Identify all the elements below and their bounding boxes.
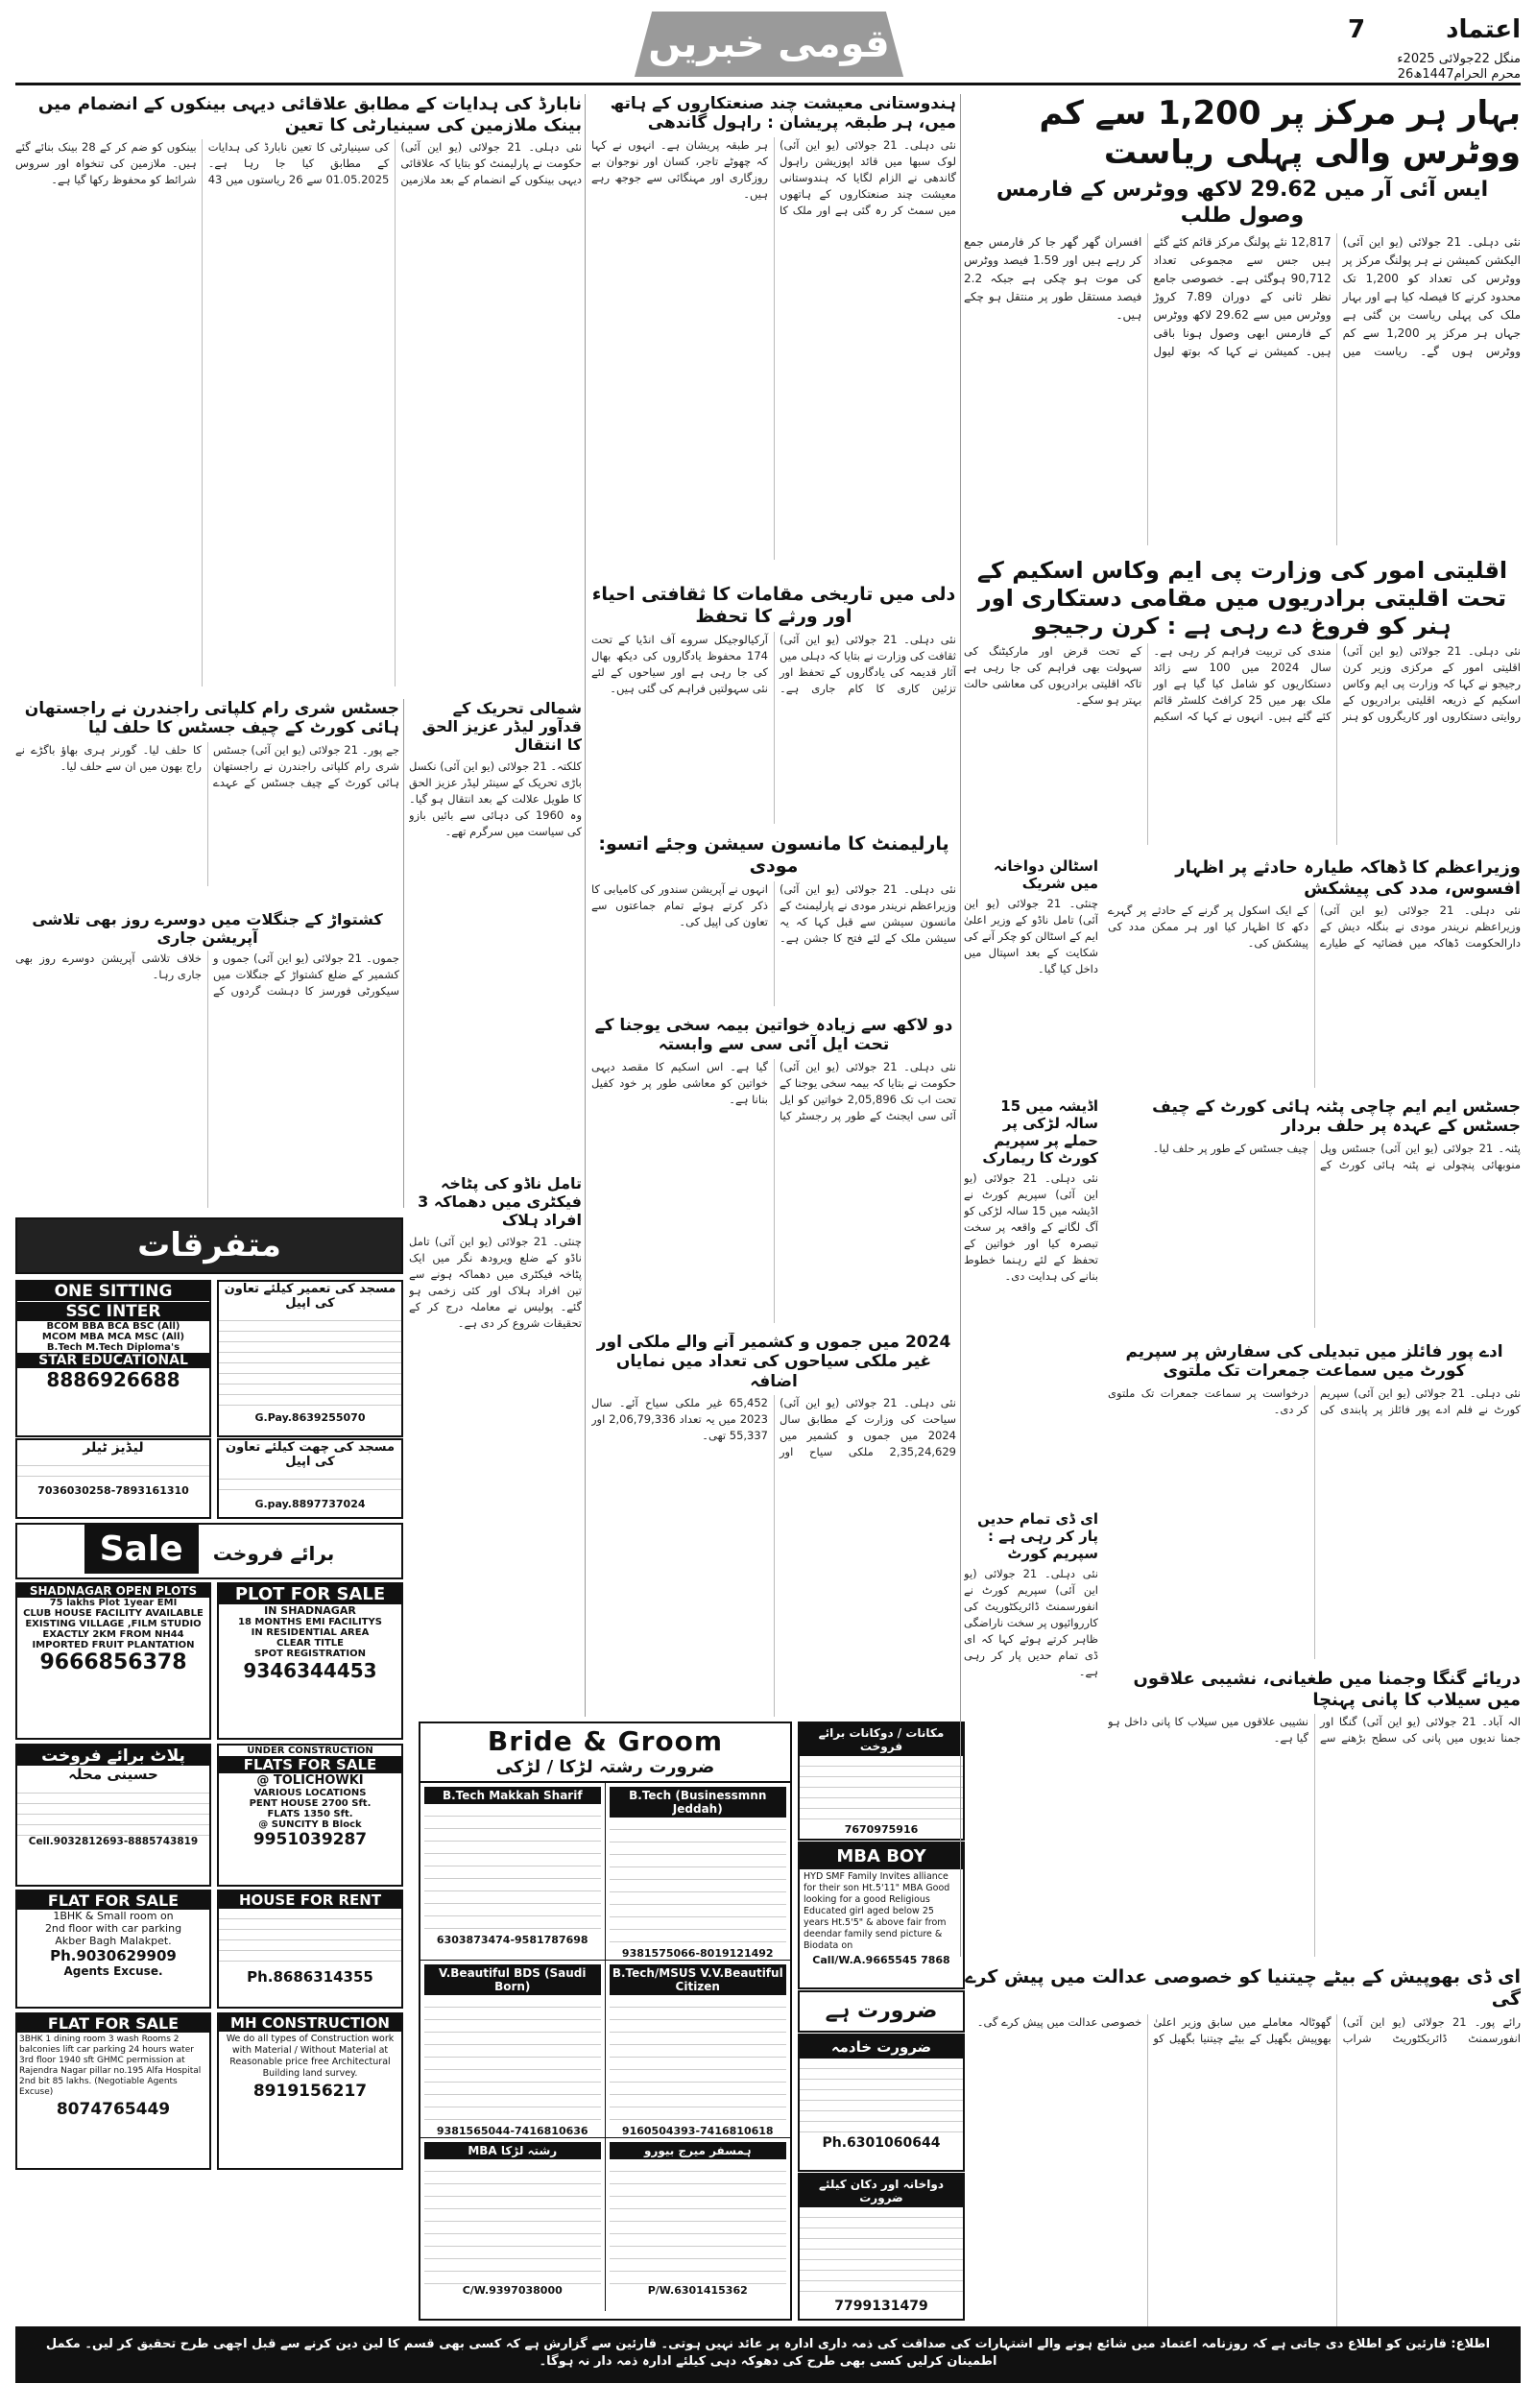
matri-ad-5: MBA رشتہ لڑکا C/W.9397038000 — [420, 2138, 606, 2311]
stalin-headline: اسٹالن دواخانہ میں شریک — [993, 857, 1098, 892]
economy-headline: ہندوستانی معیشت چند صنعتکاروں کے ہاتھ میں، ہر طبقہ پریشان : راہول گاندھی — [610, 94, 956, 133]
ganga-article — [1108, 1669, 1521, 1957]
dhaka-headline: وزیراعظم کا ڈھاکہ طیارہ حادثے پر اظہار افسوس، مدد کی پیشکش — [1175, 857, 1521, 899]
bride-title: Bride & Groom — [487, 1725, 724, 1757]
tourism-body: نئی دہلی۔ 21 جولائی (یو این آئی) سیاحت کی وزارت کے مطابق سال 2024 میں جموں و کشمیر میں 2,35,24,629 ملکی سیاح اور 65,452 غیر ملکی سیاح آئے۔ سال 2023 میں یہ تعداد 2,06,79,336 اور 55,337 تھی۔ — [591, 1396, 956, 1459]
nabard-headline: نابارڈ کی ہدایات کے مطابق علاقائی دیہی بینکوں کے انضمام میں بینک ملازمین کی سینیارٹی کا تعین — [37, 94, 582, 135]
udaipur-article — [1108, 1342, 1521, 1659]
mosque-appeal-2: مسجد کی چھت کیلئے تعاون کی اپیل G.pay.8897737024 — [217, 1438, 403, 1519]
rajasthan-article — [15, 699, 399, 901]
misc-header: متفرقات — [15, 1217, 403, 1274]
heritage-body: نئی دہلی۔ 21 جولائی (یو این آئی) ثقافت کی وزارت نے بتایا کہ دہلی میں آثار قدیمہ کی یادگاروں کے تحفظ اور تزئین کاری کا کام جاری ہے۔ آرکیالوجیکل سروے آف انڈیا کے تحت 174 محفوظ یادگاروں کی دیکھ بھال کی جا رہی ہے اور سیاحوں کے لئے نئی سہولتیں فراہم کی گئی ہیں۔ — [591, 632, 956, 695]
matri-ad-4: B.Tech/MSUS V.V.Beautiful Citizen 9160504393-7416810618 — [606, 1961, 791, 2138]
chaitanya-article — [964, 1966, 1521, 2336]
ladies-tailor-ad: لیڈیز ٹیلر 7036030258-7893161310 — [15, 1438, 211, 1519]
date-hijri: 26محرم الحرام1447ھ — [1397, 67, 1521, 82]
column-rule — [585, 94, 586, 1717]
newspaper-page — [15, 8, 1521, 2389]
date-gregorian: منگل 22جولائی 2025ء — [1397, 52, 1521, 66]
minority-article — [964, 557, 1521, 845]
property-sale-ad: مکانات / دوکانات برائے فروخت 7670975916 — [798, 1722, 965, 1841]
kishtwar-body: جموں۔ 21 جولائی (یو این آئی) جموں و کشمیر کے ضلع کشتواڑ کے جنگلات میں سیکورٹی فورسز کا دہشت گردوں کے خلاف تلاشی آپریشن دوسرے روز بھی جاری رہا۔ — [15, 951, 399, 999]
lead-body: نئی دہلی۔ 21 جولائی (یو این آئی) الیکشن کمیشن نے ہر پولنگ مرکز پر ووٹرس کی تعداد کو 1,200 تک محدود کرنے کا فیصلہ کیا ہے اور بہار ملک کی پہلی ریاست بن گئی ہے جہاں ہر مرکز پر 1,200 سے کم ووٹرس ہوں گے۔ ریاست میں 12,817 نئے پولنگ مرکز قائم کئے گئے ہیں جس سے مجموعی تعداد 90,712 ہوگئی ہے۔ خصوصی جامع نظر ثانی کے دوران 7.89 کروڑ ووٹرس میں سے 29.62 لاکھ ووٹرس کے فارمس ابھی وصول ہونا باقی ہیں۔ کمیشن نے کہا کہ بوتھ لیول افسران گھر گھر جا کر فارمس جمع کر رہے ہیں اور 1.59 فیصد ووٹرس کی موت ہو چکی ہے جبکہ 2.2 فیصد مستقل طور پر منتقل ہو چکے ہیں۔ — [964, 234, 1521, 358]
bima-article — [591, 1016, 956, 1323]
mh-construction-ad: MH CONSTRUCTION We do all types of Construction work with Material / Without Material at Reasonable price free Architectural Building land survey. 8919156217 — [217, 2012, 403, 2170]
sale-banner: Sale برائے فروخت — [15, 1523, 403, 1579]
parliament-headline: پارلیمنٹ کا مانسون سیشن وجئے اتسو: مودی — [598, 833, 949, 877]
firecracker-body: چنئی۔ 21 جولائی (یو این آئی) تامل ناڈو کے ضلع ویرودھ نگر میں ایک پٹاخہ فیکٹری میں دھماکہ ہونے سے تین افراد ہلاک اور کئی زخمی ہو گئے۔ پولیس نے معاملہ درج کر کے تحقیقات شروع کر دی ہے۔ — [409, 1234, 582, 1330]
husaini-plot-ad: پلاٹ برائے فروخت حسینی محلہ Cell.9032812693-8885743819 — [15, 1744, 211, 1887]
column-rule — [403, 699, 404, 1208]
bima-headline: دو لاکھ سے زیادہ خواتین بیمہ سخی یوجنا کے تحت ایل آئی سی سے وابستہ — [594, 1016, 953, 1055]
rajasthan-headline: جسٹس شری رام کلپاتی راجندرن نے راجستھان ہائی کورٹ کے چیف جسٹس کا حلف لیا — [24, 699, 399, 738]
udaipur-body: نئی دہلی۔ 21 جولائی (یو این آئی) سپریم کورٹ نے فلم ادے پور فائلز پر پابندی کی درخواست پر سماعت جمعرات تک ملتوی کر دی۔ — [1108, 1385, 1521, 1416]
patna-article — [1108, 1097, 1521, 1328]
plot-for-sale-ad: PLOT FOR SALE IN SHADNAGAR 18 MONTHS EMI FACILITYS IN RESIDENTIAL AREA CLEAR TITLE SPOT REGISTRATION 9346344453 — [217, 1582, 403, 1740]
need-ad: ضرورت ہے — [798, 1990, 965, 2033]
patna-headline: جسٹس ایم ایم چاچی پٹنہ ہائی کورٹ کے چیف جسٹس کے عہدہ پر حلف بردار — [1152, 1097, 1521, 1137]
firecracker-article — [409, 1174, 582, 1712]
matri-ad-1: B.Tech Makkah Sharif 6303873474-9581787698 — [420, 1783, 606, 1961]
matri-ad-6: ہمسفر میرج بیورو P/W.6301415362 — [606, 2138, 791, 2311]
masthead — [15, 8, 1521, 85]
heritage-article — [591, 584, 956, 824]
ed-article — [964, 1510, 1098, 1942]
paper-name: اعتماد — [1446, 15, 1521, 44]
kishtwar-headline: کشتواڑ کے جنگلات میں دوسرے روز بھی تلاشی آپریشن جاری — [32, 910, 383, 948]
nabard-body: نئی دہلی۔ 21 جولائی (یو این آئی) حکومت نے پارلیمنٹ کو بتایا کہ علاقائی دیہی بینکوں کے انضمام کے بعد ملازمین کی سینیارٹی کا تعین نابارڈ کی ہدایات کے مطابق کیا جا رہا ہے۔ 01.05.2025 سے 26 ریاستوں میں 43 بینکوں کو ضم کر کے 28 بینک بنائے گئے ہیں۔ ملازمین کی تنخواہ اور سروس شرائط کو محفوظ رکھا گیا ہے۔ — [15, 140, 582, 187]
bride-subtitle: ضرورت رشتہ لڑکا / لڑکی — [495, 1757, 715, 1777]
leader-headline: شمالی تحریک کے قدآور لیڈر عزیز الحق کا انتقال — [421, 699, 582, 755]
lead-article — [964, 94, 1521, 545]
chaitanya-headline: ای ڈی بھوپیش کے بیٹے چیتنیا کو خصوصی عدالت میں پیش کرے گی — [965, 1966, 1521, 2010]
shadnagar-plots-ad: SHADNAGAR OPEN PLOTS 75 lakhs Plot 1year EMI CLUB HOUSE FACILITY AVAILABLE EXISTING VILLAGE ,FILM STUDIO EXACTLY 2KM FROM NH44 IMPORTED FRUIT PLANTATION 9666856378 — [15, 1582, 211, 1740]
odisha-body: نئی دہلی۔ 21 جولائی (یو این آئی) سپریم کورٹ نے اڈیشہ میں 15 سالہ لڑکی کو آگ لگانے کے واقعہ پر سخت تبصرہ کیا اور خواتین کے تحفظ کے لئے رہنما خطوط بنانے کی ہدایت دی۔ — [964, 1171, 1098, 1283]
leader-article — [409, 699, 582, 1169]
column-rule — [960, 94, 961, 1957]
patna-body: پٹنہ۔ 21 جولائی (یو این آئی) جسٹس وپل منوبھائی پنچولی نے پٹنہ ہائی کورٹ کے چیف جسٹس کے طور پر حلف لیا۔ — [1152, 1141, 1521, 1171]
heritage-headline: دلی میں تاریخی مقامات کا ثقافتی احیاء اور ورثے کا تحفظ — [591, 584, 956, 627]
pharmacy-ad: دواخانہ اور دکان کیلئے ضرورت 7799131479 — [798, 2173, 965, 2321]
ed-body: نئی دہلی۔ 21 جولائی (یو این آئی) سپریم کورٹ نے انفورسمنٹ ڈائریکٹوریٹ کی کارروائیوں پر سخت ناراضگی ظاہر کرتے ہوئے کہا کہ ای ڈی تمام حدیں پار کر رہی ہے۔ — [964, 1567, 1098, 1678]
udaipur-headline: ادے پور فائلز میں تبدیلی کی سفارش پر سپریم کورٹ میں سماعت جمعرات تک ملتوی — [1125, 1342, 1503, 1382]
nabard-article — [15, 94, 582, 689]
tourism-article — [591, 1333, 956, 1717]
bima-body: نئی دہلی۔ 21 جولائی (یو این آئی) حکومت نے بتایا کہ بیمہ سخی یوجنا کے تحت اب تک 2,05,896 خواتین کو ایل آئی سی ایجنٹ کے طور پر رجسٹر کیا گیا ہے۔ اس اسکیم کا مقصد دیہی خواتین کو معاشی طور پر خود کفیل بنانا ہے۔ — [591, 1059, 956, 1122]
stalin-body: چنئی۔ 21 جولائی (یو این آئی) تامل ناڈو کے وزیر اعلیٰ ایم کے اسٹالن کو چکر آنے کی شکایت کے بعد اسپتال میں داخل کیا گیا۔ — [964, 897, 1098, 975]
house-rent-ad: HOUSE FOR RENT Ph.8686314355 — [217, 1890, 403, 2009]
odisha-article — [964, 1097, 1098, 1501]
section-banner: قومی خبریں — [630, 12, 908, 77]
paper-logo — [1348, 10, 1521, 82]
dhaka-article — [1108, 857, 1521, 1088]
mba-boy-ad: MBA BOY HYD SMF Family Invites alliance for their son Ht.5'11" MBA Good looking for a good Religious Educated girl aged below 25 years Ht.5'5" & above fair from deendar family send picture & Biodata on Call/W.A.9665545 7868 — [798, 1842, 965, 1989]
page-number: 7 — [1348, 15, 1366, 44]
odisha-headline: اڈیشہ میں 15 سالہ لڑکی پر حملے پر سپریم کورٹ کا ریمارک — [982, 1097, 1098, 1167]
ed-headline: ای ڈی تمام حدیں پار کر رہی ہے : سپریم کورٹ — [977, 1510, 1098, 1562]
stalin-article — [964, 857, 1098, 1088]
tourism-headline: 2024 میں جموں و کشمیر آنے والے ملکی اور غیر ملکی سیاحوں کی تعداد میں نمایاں اضافہ — [596, 1333, 951, 1391]
dhaka-body: نئی دہلی۔ 21 جولائی (یو این آئی) وزیراعظم نریندر مودی نے بنگلہ دیش کے دارالحکومت ڈھاکہ میں فضائیہ کے طیارے کے ایک اسکول پر گرنے کے حادثے پر گہرے دکھ کا اظہار کیا اور ہر ممکن مدد کی پیشکش کی۔ — [1108, 903, 1521, 951]
matri-ad-3: V.Beautiful BDS (Saudi Born) 9381565044-7416810636 — [420, 1961, 606, 2138]
leader-body: کلکتہ۔ 21 جولائی (یو این آئی) نکسل باڑی تحریک کے سینئر لیڈر عزیز الحق کا طویل علالت کے بعد انتقال ہو گیا۔ وہ 1960 کی دہائی سے بائیں بازو کی سیاست میں سرگرم تھے۔ — [409, 759, 582, 838]
parliament-body: نئی دہلی۔ 21 جولائی (یو این آئی) وزیراعظم نریندر مودی نے پارلیمنٹ کے مانسون سیشن سے قبل کہا کہ یہ سیشن ملک کے لئے فتح کا جشن ہے۔ انہوں نے آپریشن سندور کی کامیابی کا ذکر کرتے ہوئے تمام جماعتوں سے تعاون کی اپیل کی۔ — [591, 881, 956, 945]
parliament-article — [591, 833, 956, 1006]
rajasthan-body: جے پور۔ 21 جولائی (یو این آئی) جسٹس شری رام کلپاتی راجندرن نے راجستھان ہائی کورٹ کے چیف جسٹس کے عہدے کا حلف لیا۔ گورنر ہری بھاؤ باگڑے نے راج بھون میں ان سے حلف لیا۔ — [15, 742, 399, 789]
matri-ad-2: B.Tech (Businessmnn Jeddah) 9381575066-8019121492 — [606, 1783, 791, 1961]
minority-body: نئی دہلی۔ 21 جولائی (یو این آئی) اقلیتی امور کے مرکزی وزیر کرن رجیجو نے کہا کہ وزارت پی ایم وکاس اسکیم کے ذریعہ اقلیتی برادریوں کے روایتی دستکاروں اور کاریگروں کو ہنر مندی کی تربیت فراہم کر رہی ہے۔ سال 2024 میں 100 سے زائد دستکاریوں کو شامل کیا گیا ہے اور ملک بھر میں 25 کرافٹ کلسٹر قائم کئے گئے ہیں۔ انہوں نے کہا کہ اسکیم کے تحت قرض اور مارکیٹنگ کی سہولت بھی فراہم کی جا رہی ہے تاکہ اقلیتی برادریوں کی معاشی حالت بہتر ہو سکے۔ — [964, 644, 1521, 724]
economy-article — [591, 94, 956, 574]
chaitanya-body: رائے پور۔ 21 جولائی (یو این آئی) انفورسمنٹ ڈائریکٹوریٹ شراب گھوٹالہ معاملے میں سابق وزیر اعلیٰ بھوپیش بگھیل کے بیٹے چیتنیا بگھیل کو خصوصی عدالت میں پیش کرے گی۔ — [976, 2014, 1521, 2045]
ssc-ad: ONE SITTING SSC INTER BCOM BBA BCA BSC (All) MCOM MBA MCA MSC (All) B.Tech M.Tech Diploma's STAR EDUCATIONAL 8886926688 — [15, 1280, 211, 1437]
lead-subheadline: ایس آئی آر میں 29.62 لاکھ ووٹرس کے فارمس وصول طلب — [996, 177, 1489, 229]
ganga-body: الہ آباد۔ 21 جولائی (یو این آئی) گنگا اور جمنا ندیوں میں پانی کی سطح بڑھنے سے نشیبی علاقوں میں سیلاب کا پانی داخل ہو گیا ہے۔ — [1108, 1715, 1521, 1746]
flat-sale-ad: FLAT FOR SALE 1BHK & Small room on 2nd floor with car parking Akber Bagh Malakpet. Ph.9030629909 Agents Excuse. — [15, 1890, 211, 2009]
matrimonial-ads — [419, 1722, 792, 2321]
firecracker-headline: تامل ناڈو کی پٹاخہ فیکٹری میں دھماکہ 3 افراد ہلاک — [418, 1174, 582, 1230]
lead-headline: بہار ہر مرکز پر 1,200 سے کم ووٹرس والی پہلی ریاست — [1039, 94, 1521, 172]
minority-headline: اقلیتی امور کی وزارت پی ایم وکاس اسکیم کے تحت اقلیتی برادریوں میں مقامی دستکاری اور ہنر کو فروغ دے رہی ہے : کرن رجیجو — [976, 557, 1508, 639]
mosque-appeal-1: مسجد کی تعمیر کیلئے تعاون کی اپیل G.Pay.8639255070 — [217, 1280, 403, 1437]
kishtwar-article — [15, 910, 399, 1208]
flat-sale-ad-2: FLAT FOR SALE 3BHK 1 dining room 3 wash Rooms 2 balconies lift car parking 24 hours water 3rd floor 1940 sft GHMC permission at Rajendra Nagar pillar no.195 Alfa Hospital 2nd bit 85 lakhs. (Negotiable Agents Excuse) 8074765449 — [15, 2012, 211, 2170]
economy-body: نئی دہلی۔ 21 جولائی (یو این آئی) لوک سبھا میں قائد اپوزیشن راہول گاندھی نے الزام لگایا کہ ہندوستانی معیشت چند صنعتکاروں کے ہاتھوں میں سمٹ کر رہ گئی ہے اور ملک کا ہر طبقہ پریشان ہے۔ انہوں نے کہا کہ چھوٹے تاجر، کسان اور نوجوان بے روزگاری اور مہنگائی سے جوجھ رہے ہیں۔ — [591, 137, 956, 217]
maid-ad: ضرورت خادمہ Ph.6301060644 — [798, 2034, 965, 2172]
disclaimer-footer: اطلاع: قارئین کو اطلاع دی جاتی ہے کہ روزنامہ اعتماد میں شائع ہونے والے اشتہارات کی صداقت کی ذمہ داری ادارہ پر عائد نہیں ہوتی۔ قارئین سے گزارش ہے کہ کسی بھی قسم کا لین دین کرنے سے قبل اچھی طرح تحقیق کر لیں۔ مکمل اطمینان کرلیں کسی بھی طرح کی دھوکہ دہی کیلئے ادارہ ذمہ دار نہ ہوگا۔ — [15, 2326, 1521, 2383]
tolichowki-flats-ad: UNDER CONSTRUCTION FLATS FOR SALE @ TOLICHOWKI VARIOUS LOCATIONS PENT HOUSE 2700 Sft. FLATS 1350 Sft. @ SUNCITY B Block 9951039287 — [217, 1744, 403, 1887]
ganga-headline: دریائے گنگا وجمنا میں طغیانی، نشیبی علاقوں میں سیلاب کا پانی پہنچا — [1133, 1669, 1521, 1710]
